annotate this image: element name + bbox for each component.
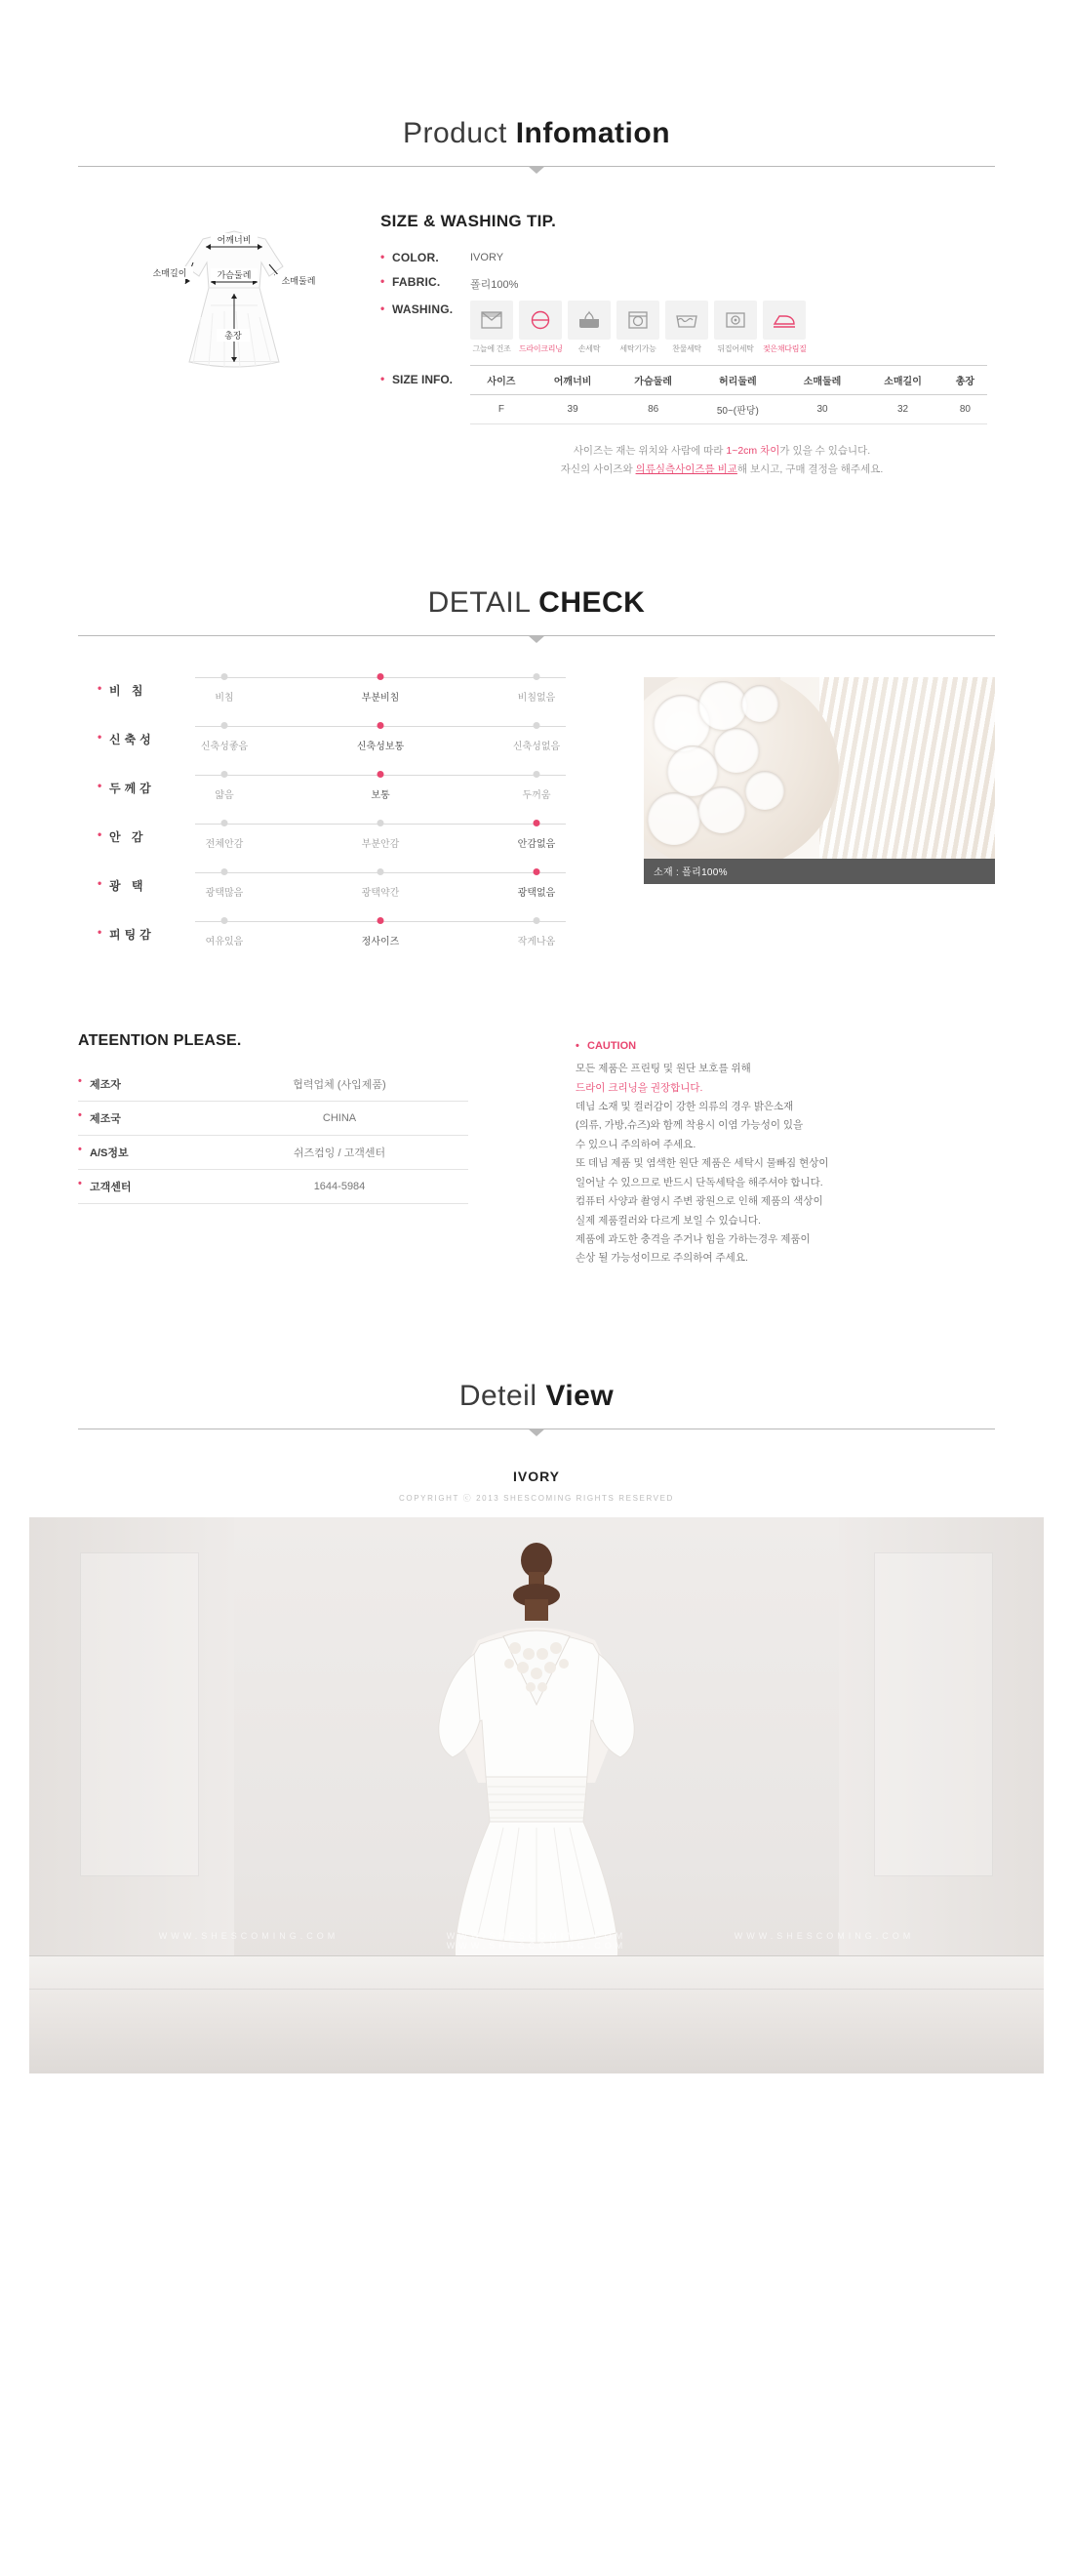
gauge-dot-icon	[221, 820, 228, 826]
size-th-2: 가슴둘레	[613, 366, 694, 395]
washing-icon-tumble-dry	[714, 301, 757, 354]
table-row	[78, 1101, 468, 1135]
caution-line-1: 드라이 크리닝을 권장합니다.	[576, 1081, 703, 1094]
gauge-option-2-0[interactable]	[185, 775, 263, 801]
caution-line-7: 컴퓨터 사양과 촬영시 주변 광원으로 인해 제품의 색상이	[576, 1195, 823, 1208]
gauge-option-label: 부분안감	[361, 838, 400, 850]
gauge-option-3-0[interactable]	[185, 824, 263, 850]
gauge-label-0: • 비 침	[98, 682, 185, 699]
info-key-washing: • WASHING.	[380, 302, 470, 316]
washing-caption-3: 세탁기가능	[619, 344, 656, 353]
gauge-option-label: 전체안감	[205, 838, 244, 850]
size-th-1: 어깨너비	[533, 366, 614, 395]
gauge-dot-icon	[378, 917, 384, 924]
gauge-option-label: 신축성좋음	[200, 741, 249, 752]
gauge-option-label: 두꺼움	[522, 789, 551, 801]
gauge-dot-icon	[534, 722, 540, 729]
gauge-track-4	[185, 872, 576, 899]
gauge-label-1: • 신축성	[98, 731, 185, 747]
size-td-6: 80	[943, 395, 987, 424]
att-value-1: CHINA	[211, 1101, 468, 1135]
gauge-option-label: 작게나옴	[517, 936, 556, 947]
label-sleeve-width: 소매둘레	[281, 276, 316, 286]
detail-view-title-light: Deteil	[458, 1379, 546, 1412]
caution-line-2: 데님 소재 및 컬러감이 강한 의류의 경우 밝은소재	[576, 1100, 794, 1112]
gauge-dot-icon	[534, 673, 540, 680]
gauge-label-3: • 안 감	[98, 828, 185, 845]
gauge-option-label: 여유있음	[205, 936, 244, 947]
att-value-0: 협력업체 (사입제품)	[211, 1067, 468, 1102]
size-th-0: 사이즈	[470, 366, 533, 395]
gauge-option-label: 신축성보통	[356, 741, 405, 752]
washing-icon-dry-flat-shade	[470, 301, 513, 354]
copyright-text: COPYRIGHT ⓒ 2013 SHESCOMING RIGHTS RESERVED	[399, 1493, 674, 1503]
info-key-fabric: • FABRIC.	[380, 275, 470, 289]
divider-rule	[78, 635, 995, 636]
size-notice-line-2	[449, 461, 995, 479]
gauge-option-3-1[interactable]	[341, 824, 419, 850]
gauge-row-elasticity	[98, 726, 605, 752]
size-table	[470, 365, 987, 424]
label-bust: 가슴둘레	[217, 270, 252, 280]
info-key-size-label: SIZE INFO.	[392, 373, 454, 386]
gauge-dot-icon	[534, 917, 540, 924]
gauge-option-label: 광택없음	[517, 887, 556, 899]
watermark-row	[29, 1931, 1044, 1951]
label-total-length: 총장	[224, 331, 242, 341]
gauge-option-2-2[interactable]	[497, 775, 576, 801]
notice-1-highlight: 1~2cm 차이	[726, 445, 780, 457]
product-info-heading	[78, 107, 995, 167]
table-row	[78, 1169, 468, 1203]
att-value-3: 1644-5984	[211, 1169, 468, 1203]
washing-icon-iron	[763, 301, 806, 354]
washing-caption-0: 그늘에 건조	[472, 344, 511, 353]
gauge-option-1-2[interactable]	[497, 726, 576, 752]
watermark-3: WWW.SHESCOMING.COM	[446, 1940, 627, 1951]
gauge-option-1-1[interactable]	[341, 726, 419, 752]
washing-icon-washing-machine	[616, 301, 659, 354]
size-td-3: 50~(판당)	[694, 395, 782, 424]
gauge-option-label: 부분비침	[361, 692, 400, 704]
detail-gauge-list	[78, 677, 605, 970]
size-td-5: 32	[862, 395, 943, 424]
size-washing-subtitle: SIZE & WASHING TIP.	[380, 212, 557, 230]
gauge-row-lining	[98, 824, 605, 850]
gauge-dot-icon	[534, 868, 540, 875]
detail-view-heading	[78, 1370, 995, 1429]
info-row-size	[380, 365, 995, 424]
info-value-fabric: 폴리100%	[470, 279, 519, 291]
watermark-0: WWW.SHESCOMING.COM	[158, 1930, 339, 1941]
info-key-color: • COLOR.	[380, 251, 470, 264]
gauge-option-label: 얇음	[215, 789, 234, 801]
gauge-option-5-2[interactable]	[497, 921, 576, 947]
gauge-option-2-1[interactable]	[341, 775, 419, 801]
gauge-dot-icon	[221, 771, 228, 778]
table-row	[78, 1135, 468, 1169]
gauge-option-label: 광택약간	[361, 887, 400, 899]
washing-caption-2: 손세탁	[577, 344, 601, 353]
caution-line-9: 제품에 과도한 충격을 주거나 힘을 가하는경우 제품이	[576, 1232, 811, 1245]
notice-1a: 사이즈는 재는 위치와 사람에 따라	[573, 445, 727, 457]
washing-icon-cold-water-wash	[665, 301, 708, 354]
dress-measurement-diagram	[78, 212, 371, 479]
section-detail-view	[0, 1268, 1073, 2073]
gauge-option-4-1[interactable]	[341, 872, 419, 899]
notice-2a: 자신의 사이즈와	[560, 463, 636, 475]
caution-line-3: (의류, 가방,슈즈)와 함께 착용시 이염 가능성이 있을	[576, 1119, 804, 1132]
gauge-option-label: 비침	[215, 692, 234, 704]
gauge-option-0-1[interactable]	[341, 677, 419, 704]
gauge-track-2	[185, 775, 576, 801]
notice-2b: 해 보시고, 구매 결정을 해주세요.	[736, 463, 884, 475]
att-key-1: • 제조국	[78, 1101, 211, 1135]
gauge-label-2: • 두께감	[98, 780, 185, 796]
gauge-dot-icon	[378, 820, 384, 826]
watermark-1: WWW.SHESCOMING.COM	[446, 1930, 627, 1941]
detail-check-heading	[78, 577, 995, 636]
gauge-option-label: 정사이즈	[361, 936, 400, 947]
gauge-label-4: • 광 택	[98, 877, 185, 894]
gauge-dot-icon	[378, 771, 384, 778]
gauge-option-5-0[interactable]	[185, 921, 263, 947]
watermark-2: WWW.SHESCOMING.COM	[734, 1930, 915, 1941]
fabric-photo-block	[644, 677, 995, 970]
size-table-row	[470, 395, 987, 424]
gauge-row-sheerness	[98, 677, 605, 704]
gauge-option-5-1[interactable]	[341, 921, 419, 947]
gauge-dot-icon	[378, 722, 384, 729]
size-notice-line-1	[449, 442, 995, 461]
washing-caption-5: 뒤집어세탁	[717, 344, 754, 353]
gauge-dot-icon	[534, 820, 540, 826]
notice-2-highlight: 의류실측사이즈를 비교	[635, 463, 737, 475]
product-info-title-light: Product	[402, 117, 516, 149]
gauge-row-fitting	[98, 921, 605, 947]
gauge-option-label: 안감없음	[517, 838, 556, 850]
gauge-option-4-2[interactable]	[497, 872, 576, 899]
info-value-color: IVORY	[470, 252, 504, 263]
color-name: IVORY	[512, 1468, 561, 1484]
mannequin-dress-illustration	[332, 1539, 741, 2027]
gauge-row-thickness	[98, 775, 605, 801]
detail-check-title	[78, 577, 995, 620]
divider-rule	[78, 166, 995, 167]
gauge-option-3-2[interactable]	[497, 824, 576, 850]
gauge-option-label: 광택많음	[205, 887, 244, 899]
caution-line-8: 실제 제품컬러와 다르게 보일 수 있습니다.	[576, 1214, 761, 1227]
attention-title: ATEENTION PLEASE.	[78, 1031, 242, 1049]
manufacturer-table	[78, 1067, 468, 1204]
washing-caption-1: 드라이크리닝	[519, 344, 563, 353]
gauge-option-label: 비침없음	[517, 692, 556, 704]
size-th-3: 허리둘레	[694, 366, 782, 395]
gauge-option-label: 보통	[371, 789, 390, 801]
notice-1b: 가 있을 수 있습니다.	[779, 445, 871, 457]
washing-icon-hand-wash	[568, 301, 611, 354]
info-row-color	[380, 251, 995, 264]
caution-line-10: 손상 될 가능성이므로 주의하여 주세요.	[576, 1252, 748, 1265]
gauge-dot-icon	[221, 673, 228, 680]
info-row-washing	[380, 302, 995, 354]
size-th-4: 소매둘레	[782, 366, 863, 395]
info-key-size: • SIZE INFO.	[380, 372, 454, 386]
gauge-track-0	[185, 677, 576, 704]
size-td-2: 86	[613, 395, 694, 424]
size-th-6: 총장	[943, 366, 987, 395]
detail-view-title-bold: View	[545, 1379, 615, 1412]
gauge-row-gloss	[98, 872, 605, 899]
size-washing-info	[371, 212, 995, 479]
att-value-2: 쉬즈컴잉 / 고객센터	[211, 1135, 468, 1169]
info-row-fabric	[380, 275, 995, 292]
label-shoulder: 어깨너비	[217, 235, 252, 245]
gauge-dot-icon	[221, 917, 228, 924]
caution-block	[576, 1032, 995, 1268]
gauge-label-5: • 피팅감	[98, 926, 185, 943]
washing-caption-4: 찬물세탁	[672, 344, 701, 353]
gauge-option-4-0[interactable]	[185, 872, 263, 899]
washing-caption-6: 젖은채다림질	[763, 344, 807, 353]
size-notice	[449, 442, 995, 479]
size-td-0: F	[470, 395, 533, 424]
detail-view-title	[78, 1370, 995, 1413]
label-sleeve-length: 소매길이	[152, 268, 187, 278]
att-key-0: • 제조자	[78, 1067, 211, 1102]
product-info-title	[78, 107, 995, 150]
detail-check-title-light: DETAIL	[427, 585, 539, 619]
att-key-3: • 고객센터	[78, 1169, 211, 1203]
dress-illustration	[88, 216, 371, 401]
size-td-4: 30	[782, 395, 863, 424]
gauge-track-1	[185, 726, 576, 752]
caution-title: • CAUTION	[576, 1036, 995, 1056]
section-detail-check	[0, 479, 1073, 970]
size-table-header-row	[470, 366, 987, 395]
gauge-track-3	[185, 824, 576, 850]
product-hero-photo	[29, 1517, 1044, 2073]
fabric-photo-caption: 소재 : 폴리100%	[644, 859, 995, 884]
caution-line-5: 또 데님 제품 및 염색한 원단 제품은 세탁시 물빠짐 현상이	[576, 1157, 829, 1170]
gauge-option-0-0[interactable]	[185, 677, 263, 704]
size-td-1: 39	[533, 395, 614, 424]
gauge-track-5	[185, 921, 576, 947]
gauge-dot-icon	[221, 722, 228, 729]
size-th-5: 소매길이	[862, 366, 943, 395]
att-key-2: • A/S정보	[78, 1135, 211, 1169]
caution-line-6: 일어날 수 있으므로 반드시 단독세탁을 해주셔야 합니다.	[576, 1176, 823, 1188]
gauge-dot-icon	[534, 771, 540, 778]
section-product-information	[0, 0, 1073, 479]
gauge-dot-icon	[378, 673, 384, 680]
caution-line-0: 모든 제품은 프린팅 및 원단 보호를 위해	[576, 1063, 751, 1075]
washing-icon-dry-cleaning	[519, 301, 562, 354]
washing-icon-list	[470, 301, 806, 354]
gauge-option-1-0[interactable]	[185, 726, 263, 752]
table-row	[78, 1067, 468, 1102]
section-attention	[78, 1032, 995, 1268]
gauge-dot-icon	[378, 868, 384, 875]
caution-line-4: 수 있으니 주의하여 주세요.	[576, 1138, 696, 1150]
fabric-closeup-photo	[644, 677, 995, 859]
gauge-option-label: 신축성없음	[512, 741, 561, 752]
attention-left	[78, 1032, 497, 1268]
gauge-dot-icon	[221, 868, 228, 875]
product-info-title-bold: Infomation	[515, 117, 671, 149]
gauge-option-0-2[interactable]	[497, 677, 576, 704]
detail-check-title-bold: CHECK	[538, 585, 646, 619]
